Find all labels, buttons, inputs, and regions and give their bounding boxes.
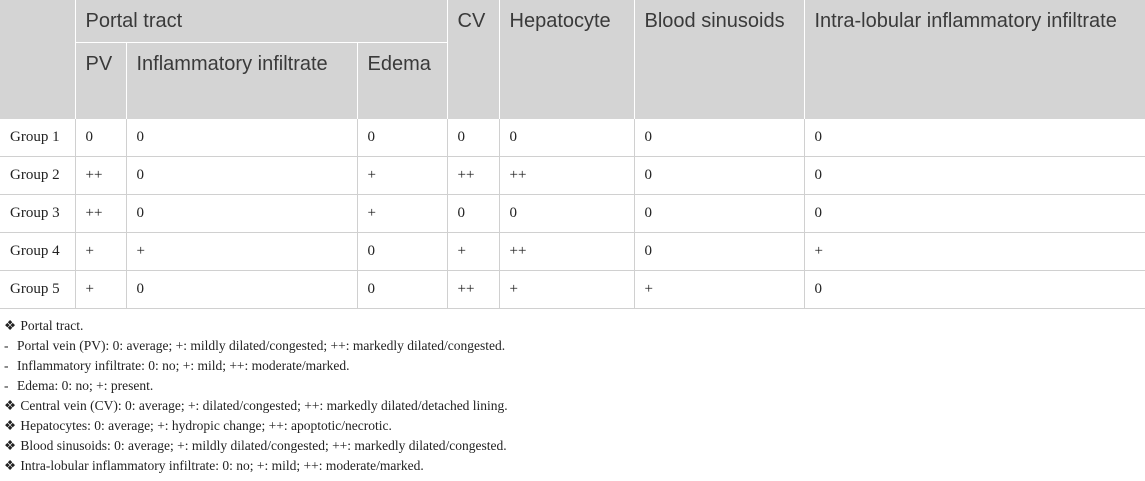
footnote-text: Hepatocytes: 0: average; +: hydropic change; ++: apoptotic/necrotic. [20, 418, 392, 433]
cell-pv: ++ [75, 195, 126, 233]
footnote-text: Portal vein (PV): 0: average; +: mildly dilated/congested; ++: markedly dilated/congested. [17, 338, 506, 353]
cell-hepatocyte: ++ [499, 233, 634, 271]
cell-cv: 0 [447, 119, 499, 157]
table-row [0, 195, 1145, 233]
header-blood-sinusoids: Blood sinusoids [634, 0, 804, 119]
header-group-empty [0, 0, 75, 119]
dash-bullet: - [4, 338, 9, 353]
footnote-text: Edema: 0: no; +: present. [17, 378, 154, 393]
cell-intralobular: 0 [804, 271, 1145, 309]
cell-pv: + [75, 233, 126, 271]
header-pv: PV [75, 43, 126, 120]
header-cv: CV [447, 0, 499, 119]
footnote-text: Blood sinusoids: 0: average; +: mildly dilated/congested; ++: markedly dilated/congested. [20, 438, 507, 453]
header-edema: Edema [357, 43, 447, 120]
cell-edema: + [357, 157, 447, 195]
cell-sinusoids: + [634, 271, 804, 309]
table-row [0, 119, 1145, 157]
cell-cv: 0 [447, 195, 499, 233]
cell-hepatocyte: + [499, 271, 634, 309]
footnote-portal-tract [4, 316, 508, 336]
cell-inflammatory: + [126, 233, 357, 271]
cell-pv: ++ [75, 157, 126, 195]
cell-intralobular: 0 [804, 119, 1145, 157]
header-inflammatory-infiltrate: Inflammatory infiltrate [126, 43, 357, 120]
cell-group: Group 3 [0, 195, 75, 233]
footnote-intralobular [4, 456, 508, 476]
cell-inflammatory: 0 [126, 271, 357, 309]
cell-intralobular: 0 [804, 157, 1145, 195]
cell-edema: 0 [357, 119, 447, 157]
cell-edema: 0 [357, 271, 447, 309]
cell-pv: 0 [75, 119, 126, 157]
dash-bullet: - [4, 358, 9, 373]
cell-group: Group 4 [0, 233, 75, 271]
diamond-bullet-icon: ❖ [4, 418, 17, 433]
footnote-text: Portal tract. [20, 318, 84, 333]
diamond-bullet-icon: ❖ [4, 438, 17, 453]
cell-edema: 0 [357, 233, 447, 271]
diamond-bullet-icon: ❖ [4, 458, 17, 473]
header-hepatocyte: Hepatocyte [499, 0, 634, 119]
footnote-text: Central vein (CV): 0: average; +: dilated/congested; ++: markedly dilated/detached lining. [20, 398, 508, 413]
cell-inflammatory: 0 [126, 157, 357, 195]
header-portal-tract: Portal tract [75, 0, 447, 43]
cell-cv: ++ [447, 157, 499, 195]
cell-intralobular: + [804, 233, 1145, 271]
footnote-text: Intra-lobular inflammatory infiltrate: 0: no; +: mild; ++: moderate/marked. [20, 458, 424, 473]
cell-edema: + [357, 195, 447, 233]
cell-pv: + [75, 271, 126, 309]
diamond-bullet-icon: ❖ [4, 318, 17, 333]
cell-hepatocyte: 0 [499, 119, 634, 157]
footnote-central-vein [4, 396, 508, 416]
diamond-bullet-icon: ❖ [4, 398, 17, 413]
header-row-top [0, 0, 1145, 43]
cell-group: Group 5 [0, 271, 75, 309]
cell-sinusoids: 0 [634, 195, 804, 233]
cell-cv: ++ [447, 271, 499, 309]
cell-inflammatory: 0 [126, 195, 357, 233]
cell-hepatocyte: 0 [499, 195, 634, 233]
cell-hepatocyte: ++ [499, 157, 634, 195]
table-row [0, 233, 1145, 271]
footnote-hepatocytes [4, 416, 508, 436]
cell-inflammatory: 0 [126, 119, 357, 157]
footnote-blood-sinusoids [4, 436, 508, 456]
dash-bullet: - [4, 378, 9, 393]
table-row [0, 271, 1145, 309]
table-row [0, 157, 1145, 195]
cell-sinusoids: 0 [634, 119, 804, 157]
table-footnotes [4, 316, 508, 476]
cell-sinusoids: 0 [634, 157, 804, 195]
footnote-text: Inflammatory infiltrate: 0: no; +: mild; ++: moderate/marked. [17, 358, 350, 373]
cell-intralobular: 0 [804, 195, 1145, 233]
footnote-inflammatory-infiltrate [4, 356, 508, 376]
cell-cv: + [447, 233, 499, 271]
cell-sinusoids: 0 [634, 233, 804, 271]
cell-group: Group 2 [0, 157, 75, 195]
cell-group: Group 1 [0, 119, 75, 157]
header-intralobular-infiltrate: Intra-lobular inflammatory infiltrate [804, 0, 1145, 119]
footnote-edema [4, 376, 508, 396]
footnote-portal-vein [4, 336, 508, 356]
